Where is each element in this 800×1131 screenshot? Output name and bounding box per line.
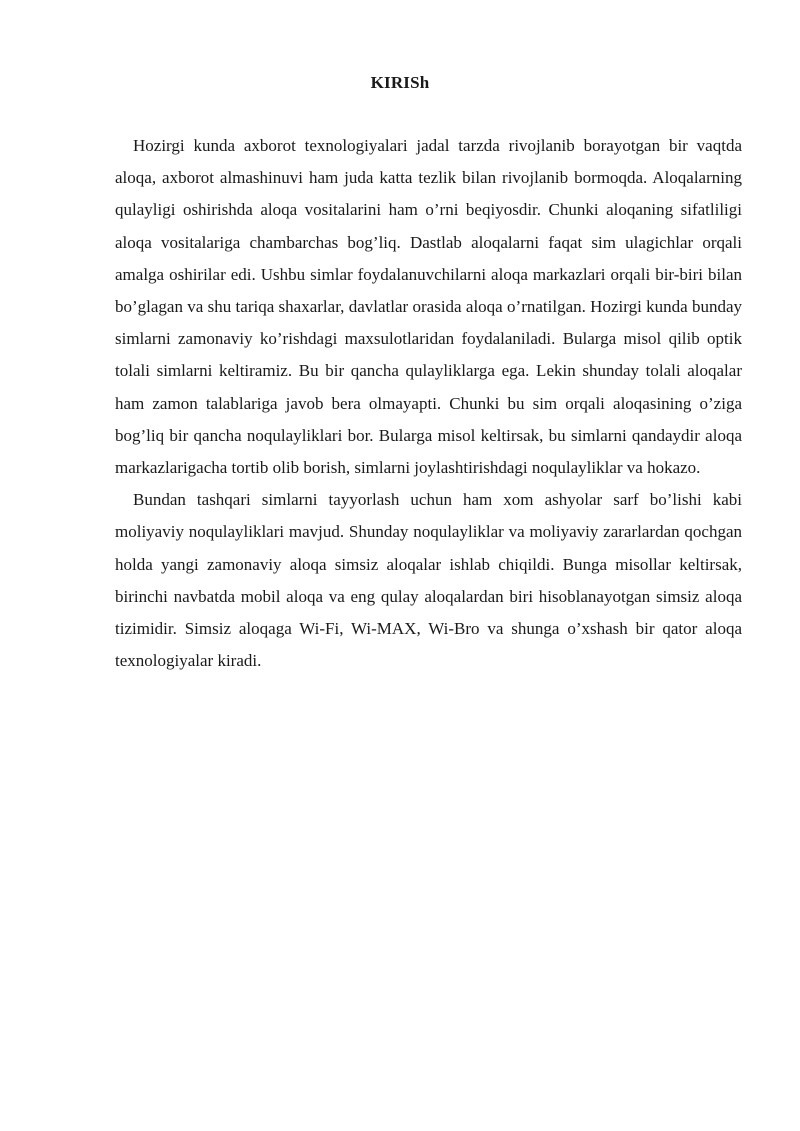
page-title: KIRISh	[370, 73, 430, 92]
paragraph-1: Hozirgi kunda axborot texnologiyalari jadal tarzda rivojlanib borayotgan bir vaqtda aloqa, axborot almashinuvi ham juda katta tezlik bilan rivojlanib bormoqda. Aloqalarning qulayligi oshirishda aloqa vositalarini ham o’rni beqiyosdir. Chunki aloqaning sifatliligi aloqa vositalariga chambarchas bog’liq. Dastlab aloqalarni faqat sim ulagichlar orqali amalga oshirilar edi. Ushbu simlar foydalanuvchilarni aloqa markazlari orqali bir-biri bilan bo’glagan va shu tariqa shaxarlar, davlatlar orasida aloqa o’rnatilgan. Hozirgi kunda bunday simlarni zamonaviy ko’rishdagi maxsulotlaridan foydalaniladi. Bularga misol qilib optik tolali simlarni keltiramiz. Bu bir qancha qulayliklarga ega. Lekin shunday tolali aloqalar ham zamon talablariga javob bera olmayapti. Chunki bu sim orqali aloqasining o’ziga bog’liq bir qancha noqulayliklari bor. Bularga misol keltirsak, bu simlarni qandaydir aloqa markazlarigacha tortib olib borish, simlarni joylashtirishdagi noqulayliklar va hokazo.	[115, 136, 742, 478]
document-body	[115, 130, 742, 677]
paragraph-2: Bundan tashqari simlarni tayyorlash uchun ham xom ashyolar sarf bo’lishi kabi moliyaviy noqulayliklari mavjud. Shunday noqulayliklar va moliyaviy zararlardan qochgan holda yangi zamonaviy aloqa simsiz aloqalar ishlab chiqildi. Bunga misollar keltirsak, birinchi navbatda mobil aloqa va eng qulay aloqalardan biri hisoblanayotgan simsiz aloqa tizimidir. Simsiz aloqaga Wi-Fi, Wi-MAX, Wi-Bro va shunga o’xshash bir qator aloqa texnologiyalar kiradi.	[115, 490, 742, 671]
